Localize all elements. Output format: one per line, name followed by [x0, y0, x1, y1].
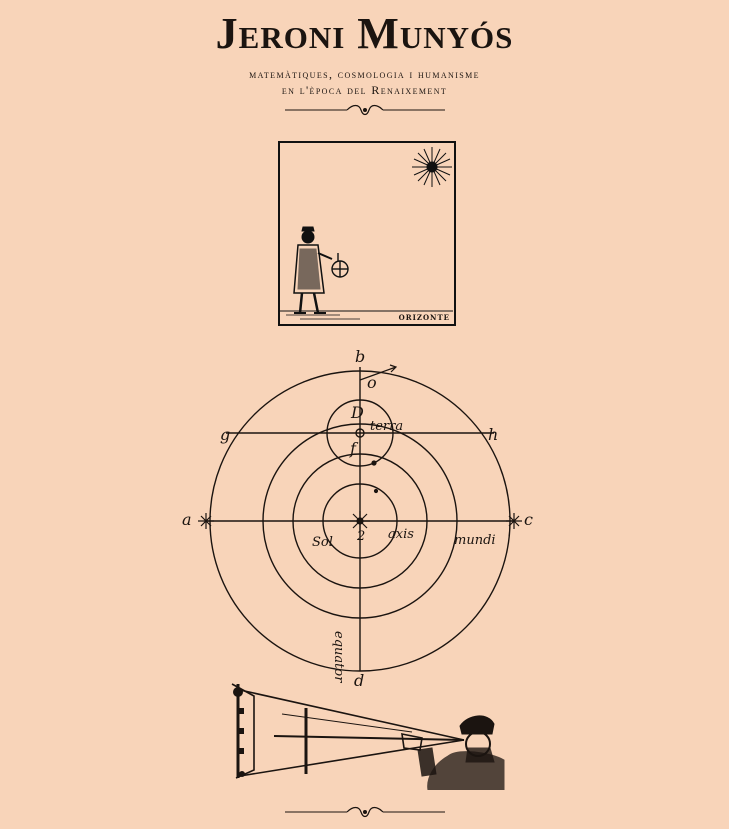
label-equator: equator: [331, 631, 346, 683]
star-c: [506, 513, 522, 529]
label-two: 2: [357, 529, 366, 544]
label-o: o: [367, 373, 377, 392]
astrolabe-icon: [332, 253, 348, 277]
cosmological-diagram: [170, 345, 550, 689]
label-a: a: [182, 510, 192, 529]
label-mundi: mundi: [454, 533, 496, 548]
page-subtitle: [0, 66, 729, 98]
astronomer-figure: [294, 227, 332, 313]
orizonte-label: ORIZONTE: [398, 313, 450, 322]
sun-icon: [412, 147, 452, 187]
label-sol: Sol: [312, 535, 333, 550]
subtitle-line-1: matemàtiques, cosmologia i humanisme: [249, 67, 480, 81]
cross-staff-woodcut: [222, 678, 512, 794]
label-terra: terra: [370, 419, 404, 434]
ornament-divider-bottom: [285, 806, 445, 818]
star-a: [198, 513, 214, 529]
orbit-diagram: [170, 345, 550, 685]
label-c: c: [524, 510, 533, 529]
astronomer-woodcut: [278, 141, 456, 326]
label-axis: axis: [388, 527, 414, 542]
ornament-divider-top: [285, 104, 445, 116]
observer-figure: [402, 716, 504, 790]
label-d: d: [354, 671, 365, 690]
label-f: f: [350, 439, 356, 458]
label-D: D: [351, 403, 364, 422]
subtitle-line-2: en l'època del Renaixement: [281, 83, 448, 97]
label-g: g: [220, 425, 231, 444]
label-h: h: [488, 425, 499, 444]
woodcut-illustration: [280, 143, 453, 323]
cross-staff-illustration: [222, 678, 512, 790]
page-title: Jeroni Munyós: [215, 9, 514, 58]
label-b: b: [355, 347, 366, 366]
